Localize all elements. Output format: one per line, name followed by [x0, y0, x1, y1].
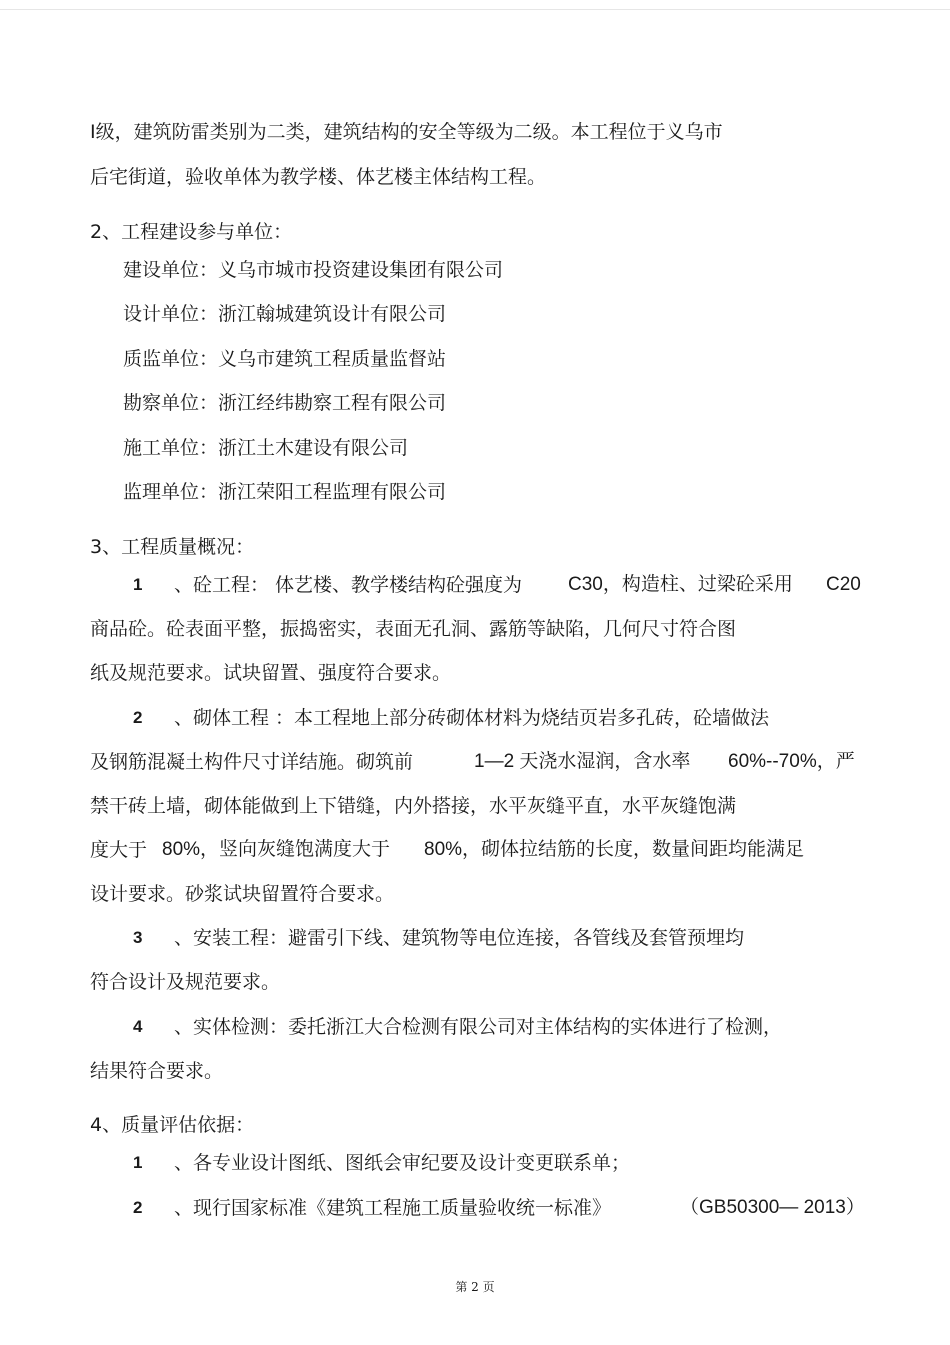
unit-supervision: 监理单位：浙江荣阳工程监理有限公司 — [123, 481, 447, 503]
item-3-3-text-a: 、安装工程：避雷引下线、建筑物等电位连接，各管线及套管预埋均 — [174, 927, 745, 949]
item-3-1-text-c: C20 — [826, 574, 861, 595]
item-3-1-number: 1 — [133, 575, 143, 594]
item-3-4-text-a: 、实体检测：委托浙江大合检测有限公司对主体结构的实体进行了检测， — [174, 1016, 783, 1038]
item-4-2-number: 2 — [133, 1198, 143, 1217]
intro-line-1: Ⅰ级，建筑防雷类别为二类，建筑结构的安全等级为二级。本工程位于义乌市 — [90, 121, 723, 143]
item-4-1-number: 1 — [133, 1153, 143, 1172]
item-4-1-text: 、各专业设计图纸、图纸会审纪要及设计变更联系单； — [174, 1152, 631, 1174]
unit-construction: 建设单位：义乌市城市投资建设集团有限公司 — [123, 259, 504, 281]
item-3-4-number: 4 — [133, 1017, 143, 1036]
top-border — [0, 9, 950, 10]
item-3-2-line-4a: 度大于 — [90, 839, 148, 861]
unit-survey: 勘察单位：浙江经纬勘察工程有限公司 — [123, 392, 447, 414]
item-3-2-line-2b: 1—2 天浇水湿润，含水率 — [474, 751, 691, 772]
item-3-2-line-4b: 80%，竖向灰缝饱满度大于 — [162, 839, 391, 860]
section-4-heading: 4、质量评估依据： — [90, 1114, 255, 1136]
unit-quality-supervision: 质监单位：义乌市建筑工程质量监督站 — [123, 348, 447, 370]
item-3-1-line-2: 商品砼。砼表面平整，振捣密实，表面无孔洞、露筋等缺陷，几何尺寸符合图 — [90, 618, 737, 640]
item-3-2-number: 2 — [133, 708, 143, 727]
item-4-2-text-b: （GB50300— 2013） — [680, 1197, 865, 1218]
item-4-2-text-a: 、现行国家标准《建筑工程施工质量验收统一标准》 — [174, 1197, 612, 1219]
item-3-2-text-a: 、砌体工程 ：本工程地上部分砖砌体材料为烧结页岩多孔砖，砼墙做法 — [174, 707, 770, 729]
unit-design: 设计单位：浙江翰城建筑设计有限公司 — [123, 303, 447, 325]
item-3-2-line-4c: 80%，砌体拉结筋的长度，数量间距均能满足 — [424, 839, 805, 860]
item-3-3-line-2: 符合设计及规范要求。 — [90, 971, 281, 993]
page-number: 第 2 页 — [455, 1280, 495, 1294]
item-3-2-line-3: 禁干砖上墙，砌体能做到上下错缝，内外搭接，水平灰缝平直，水平灰缝饱满 — [90, 795, 737, 817]
item-3-3-number: 3 — [133, 928, 143, 947]
item-3-2-line-5: 设计要求。砂浆试块留置符合要求。 — [90, 883, 395, 905]
item-3-1-text-a: 、砼工程： 体艺楼、教学楼结构砼强度为 — [174, 574, 523, 596]
item-3-1-text-b: C30，构造柱、过梁砼采用 — [568, 574, 793, 595]
item-3-2-line-2a: 及钢筋混凝土构件尺寸详结施。砌筑前 — [90, 751, 414, 773]
unit-contractor: 施工单位：浙江土木建设有限公司 — [123, 437, 409, 459]
section-3-heading: 3、工程质量概况： — [90, 536, 255, 558]
item-3-2-line-2c: 60%--70%，严 — [728, 751, 855, 772]
intro-line-2: 后宅街道，验收单体为教学楼、体艺楼主体结构工程。 — [90, 166, 547, 188]
item-3-1-line-3: 纸及规范要求。试块留置、强度符合要求。 — [90, 662, 452, 684]
section-2-heading: 2、工程建设参与单位： — [90, 221, 293, 243]
item-3-4-line-2: 结果符合要求。 — [90, 1060, 224, 1082]
